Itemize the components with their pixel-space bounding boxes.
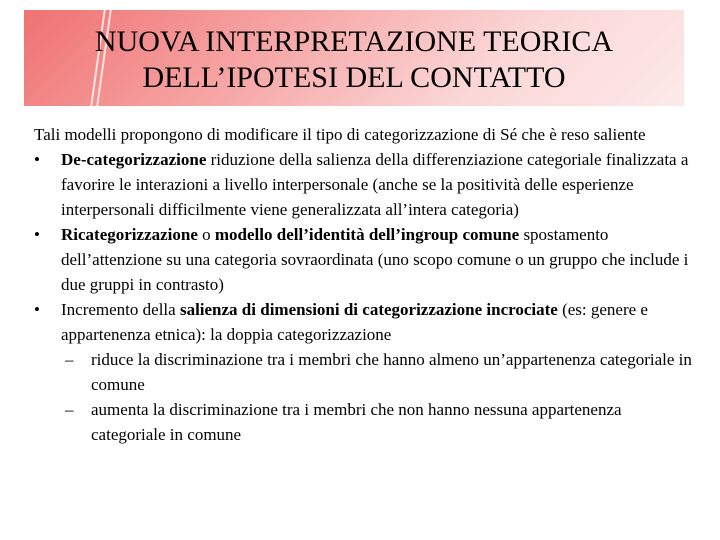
bullet-connector: o [197,225,215,244]
bullet-icon: • [34,300,40,319]
bullet-prefix: Incremento della [61,300,180,319]
bullet-item-recategorization [34,222,700,297]
term-recategorization: Ricategorizzazione [61,225,198,244]
bullet-icon: • [34,150,40,169]
slide-body [34,122,700,447]
bullet-text: (es: genere e appartenenza etnica): la doppia categorizzazione [61,300,648,344]
bullet-item-decategorization [34,147,700,222]
sub-list [61,347,700,447]
sub-item-reduces [61,347,700,397]
term-common-ingroup-model: modello dell’identità dell’ingroup comune [214,225,520,244]
bullet-text: riduzione della salienza della differenziazione categoriale finalizzata a favorire le interazioni a livello interpersonale (anche se la positività delle esperienze interpersonali difficilmente viene generalizzata all’intera categoria) [61,150,689,219]
sub-item-text: aumenta la discriminazione tra i membri che non hanno nessuna appartenenza categoriale in comune [91,400,622,444]
dash-icon: – [65,400,74,419]
bullet-item-crossed-categorization [34,297,700,447]
sub-item-text: riduce la discriminazione tra i membri che hanno almeno un’appartenenza categoriale in comune [91,350,692,394]
slide-title-line-1: NUOVA INTERPRETAZIONE TEORICA [94,25,614,58]
bullet-text: spostamento dell’attenzione su una categoria sovraordinata (uno scopo comune o un gruppo che include i due gruppi in contrasto) [61,225,689,294]
slide-title-line-2: DELL’IPOTESI DEL CONTATTO [142,61,566,94]
intro-paragraph: Tali modelli propongono di modificare il tipo di categorizzazione di Sé che è reso saliente [34,125,646,144]
title-banner [24,10,684,106]
sub-item-increases [61,397,700,447]
bullet-list [34,147,700,447]
term-crossed-categorization: salienza di dimensioni di categorizzazione incrociate [179,300,558,319]
bullet-icon: • [34,225,40,244]
slide-title [24,24,684,96]
dash-icon: – [65,350,74,369]
term-decategorization: De-categorizzazione [61,150,207,169]
